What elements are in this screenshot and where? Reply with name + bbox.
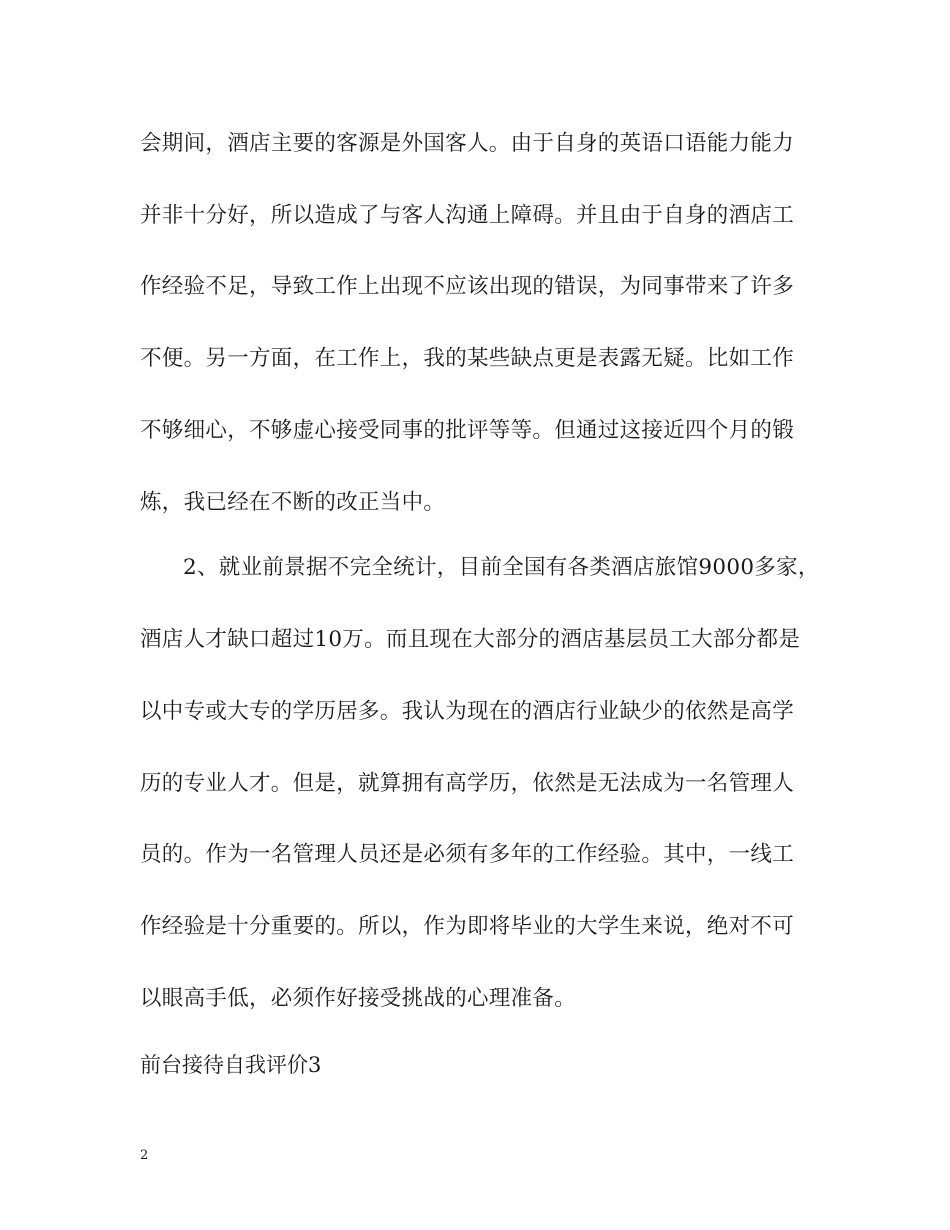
text-line: 员的。作为一名管理人员还是必须有多年的工作经验。其中，一线工 [140, 842, 795, 867]
text-line: 2、就业前景据不完全统计，目前全国有各类酒店旅馆9000多家， [183, 555, 820, 580]
text-line: 作经验是十分重要的。所以，作为即将毕业的大学生来说，绝对不可 [140, 914, 795, 939]
text-line: 会期间，酒店主要的客源是外国客人。由于自身的英语口语能力能力 [140, 131, 795, 156]
text-line: 不便。另一方面，在工作上，我的某些缺点更是表露无疑。比如工作 [140, 346, 795, 371]
text-line: 作经验不足，导致工作上出现不应该出现的错误，为同事带来了许多 [140, 274, 795, 299]
page-number: 2 [140, 1148, 149, 1163]
text-line: 并非十分好，所以造成了与客人沟通上障碍。并且由于自身的酒店工 [140, 203, 795, 228]
text-line: 历的专业人才。但是，就算拥有高学历，依然是无法成为一名管理人 [140, 771, 795, 796]
text-line: 酒店人才缺口超过10万。而且现在大部分的酒店基层员工大部分都是 [140, 627, 801, 652]
text-line: 不够细心，不够虚心接受同事的批评等等。但通过这接近四个月的锻 [140, 418, 795, 443]
text-line: 以眼高手低，必须作好接受挑战的心理准备。 [140, 986, 577, 1011]
text-line: 炼，我已经在不断的改正当中。 [140, 490, 446, 515]
text-line: 以中专或大专的学历居多。我认为现在的酒店行业缺少的依然是高学 [140, 699, 795, 724]
section-heading: 前台接待自我评价3 [140, 1053, 322, 1077]
